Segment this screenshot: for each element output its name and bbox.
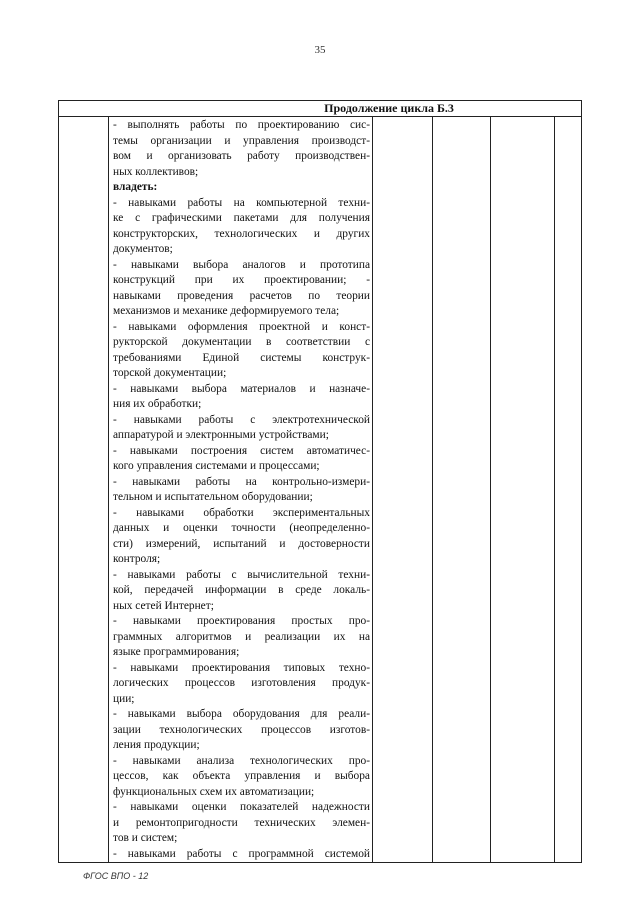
text-line: аппаратурой и электронными устройствами; <box>113 429 329 441</box>
text-line: торской документации; <box>113 367 227 379</box>
text-line: ния их обработки; <box>113 398 202 410</box>
table-header-row <box>59 101 582 117</box>
text-line: - навыками обработки экспериментальных <box>113 506 370 519</box>
text-line: ных сетей Интернет; <box>113 599 214 612</box>
text-line: функциональных схем их автоматизации; <box>113 785 315 798</box>
text-line: вом и организовать работу производствен- <box>113 150 370 162</box>
text-line: сти) измерений, испытаний и достоверности <box>113 537 370 550</box>
text-line: темы организации и управления производст- <box>113 134 370 147</box>
labor-intensity-cell <box>373 117 433 863</box>
text-line: - навыками выбора материалов и назначе- <box>113 382 370 395</box>
text-line: документов; <box>113 243 173 255</box>
text-line: - навыками построения систем автоматичес- <box>113 444 370 457</box>
text-line: - навыками выбора оборудования для реали- <box>113 708 370 720</box>
text-line: зации технологических процессов изготов- <box>113 723 370 736</box>
text-line: - выполнять работы по проектированию сис- <box>113 119 370 131</box>
text-line: - навыками работы с электротехнической <box>113 413 370 426</box>
text-line: конструкторских, технологических и других <box>113 227 370 240</box>
text-line: кого управления системами и процессами; <box>113 460 320 472</box>
text-line: - навыками выбора аналогов и прототипа <box>113 258 370 271</box>
competence-code-cell <box>555 117 582 863</box>
text-line: механизмов и механике деформируемого тела; <box>113 305 340 317</box>
discipline-code-cell <box>491 117 555 863</box>
page-number: 35 <box>314 44 326 56</box>
table-header-title: Продолжение цикла Б.3 <box>59 101 582 117</box>
text-line: рукторской документации в соответствии с <box>113 336 370 348</box>
text-line: данных и оценки точности (неопределенно- <box>113 522 370 534</box>
text-line: - навыками оформления проектной и конст- <box>113 320 370 333</box>
text-line: требованиями Единой системы конструк- <box>113 351 370 364</box>
curriculum-table <box>58 100 582 863</box>
text-line: кой, передачей информации в среде локаль- <box>113 584 370 596</box>
text-line: ных коллективов; <box>113 165 199 178</box>
index-cell <box>59 117 109 863</box>
text-line: - навыками работы с вычислительной техни- <box>113 568 370 581</box>
text-line: ления продукции; <box>113 739 200 751</box>
text-line: и ремонтопригодности технических элемен- <box>113 816 370 829</box>
text-line: конструкций при их проектировании; - <box>113 274 370 286</box>
text-line: - навыками проектирования типовых техно- <box>113 661 370 674</box>
text-line: граммных алгоритмов и реализации их на <box>113 630 370 643</box>
text-line: владеть: <box>113 181 158 193</box>
competencies-text <box>113 118 370 862</box>
text-line: цессов, как объекта управления и выбора <box>113 770 370 782</box>
text-line: контроля; <box>113 553 161 565</box>
text-line: - навыками работы с программной системой <box>113 847 370 860</box>
text-line: языке программирования; <box>113 646 240 658</box>
text-line: тельном и испытательном оборудовании; <box>113 491 313 503</box>
text-line: - навыками анализа технологических про- <box>113 754 370 767</box>
text-line: ке с графическими пакетами для получения <box>113 212 370 224</box>
discipline-cell <box>433 117 491 863</box>
footer-standard-mark: ФГОС ВПО - 12 <box>83 871 149 881</box>
text-line: логических процессов изготовления продук- <box>113 677 370 689</box>
table-row <box>59 117 582 863</box>
competencies-cell <box>109 117 373 863</box>
text-line: ции; <box>113 692 135 705</box>
text-line: - навыками оценки показателей надежности <box>113 801 370 813</box>
text-line: - навыками работы на компьютерной техни- <box>113 196 370 209</box>
text-line: - навыками проектирования простых про- <box>113 615 370 627</box>
text-line: - навыками работы на контрольно-измери- <box>113 475 370 488</box>
text-line: навыками проведения расчетов по теории <box>113 289 370 302</box>
text-line: тов и систем; <box>113 832 178 844</box>
